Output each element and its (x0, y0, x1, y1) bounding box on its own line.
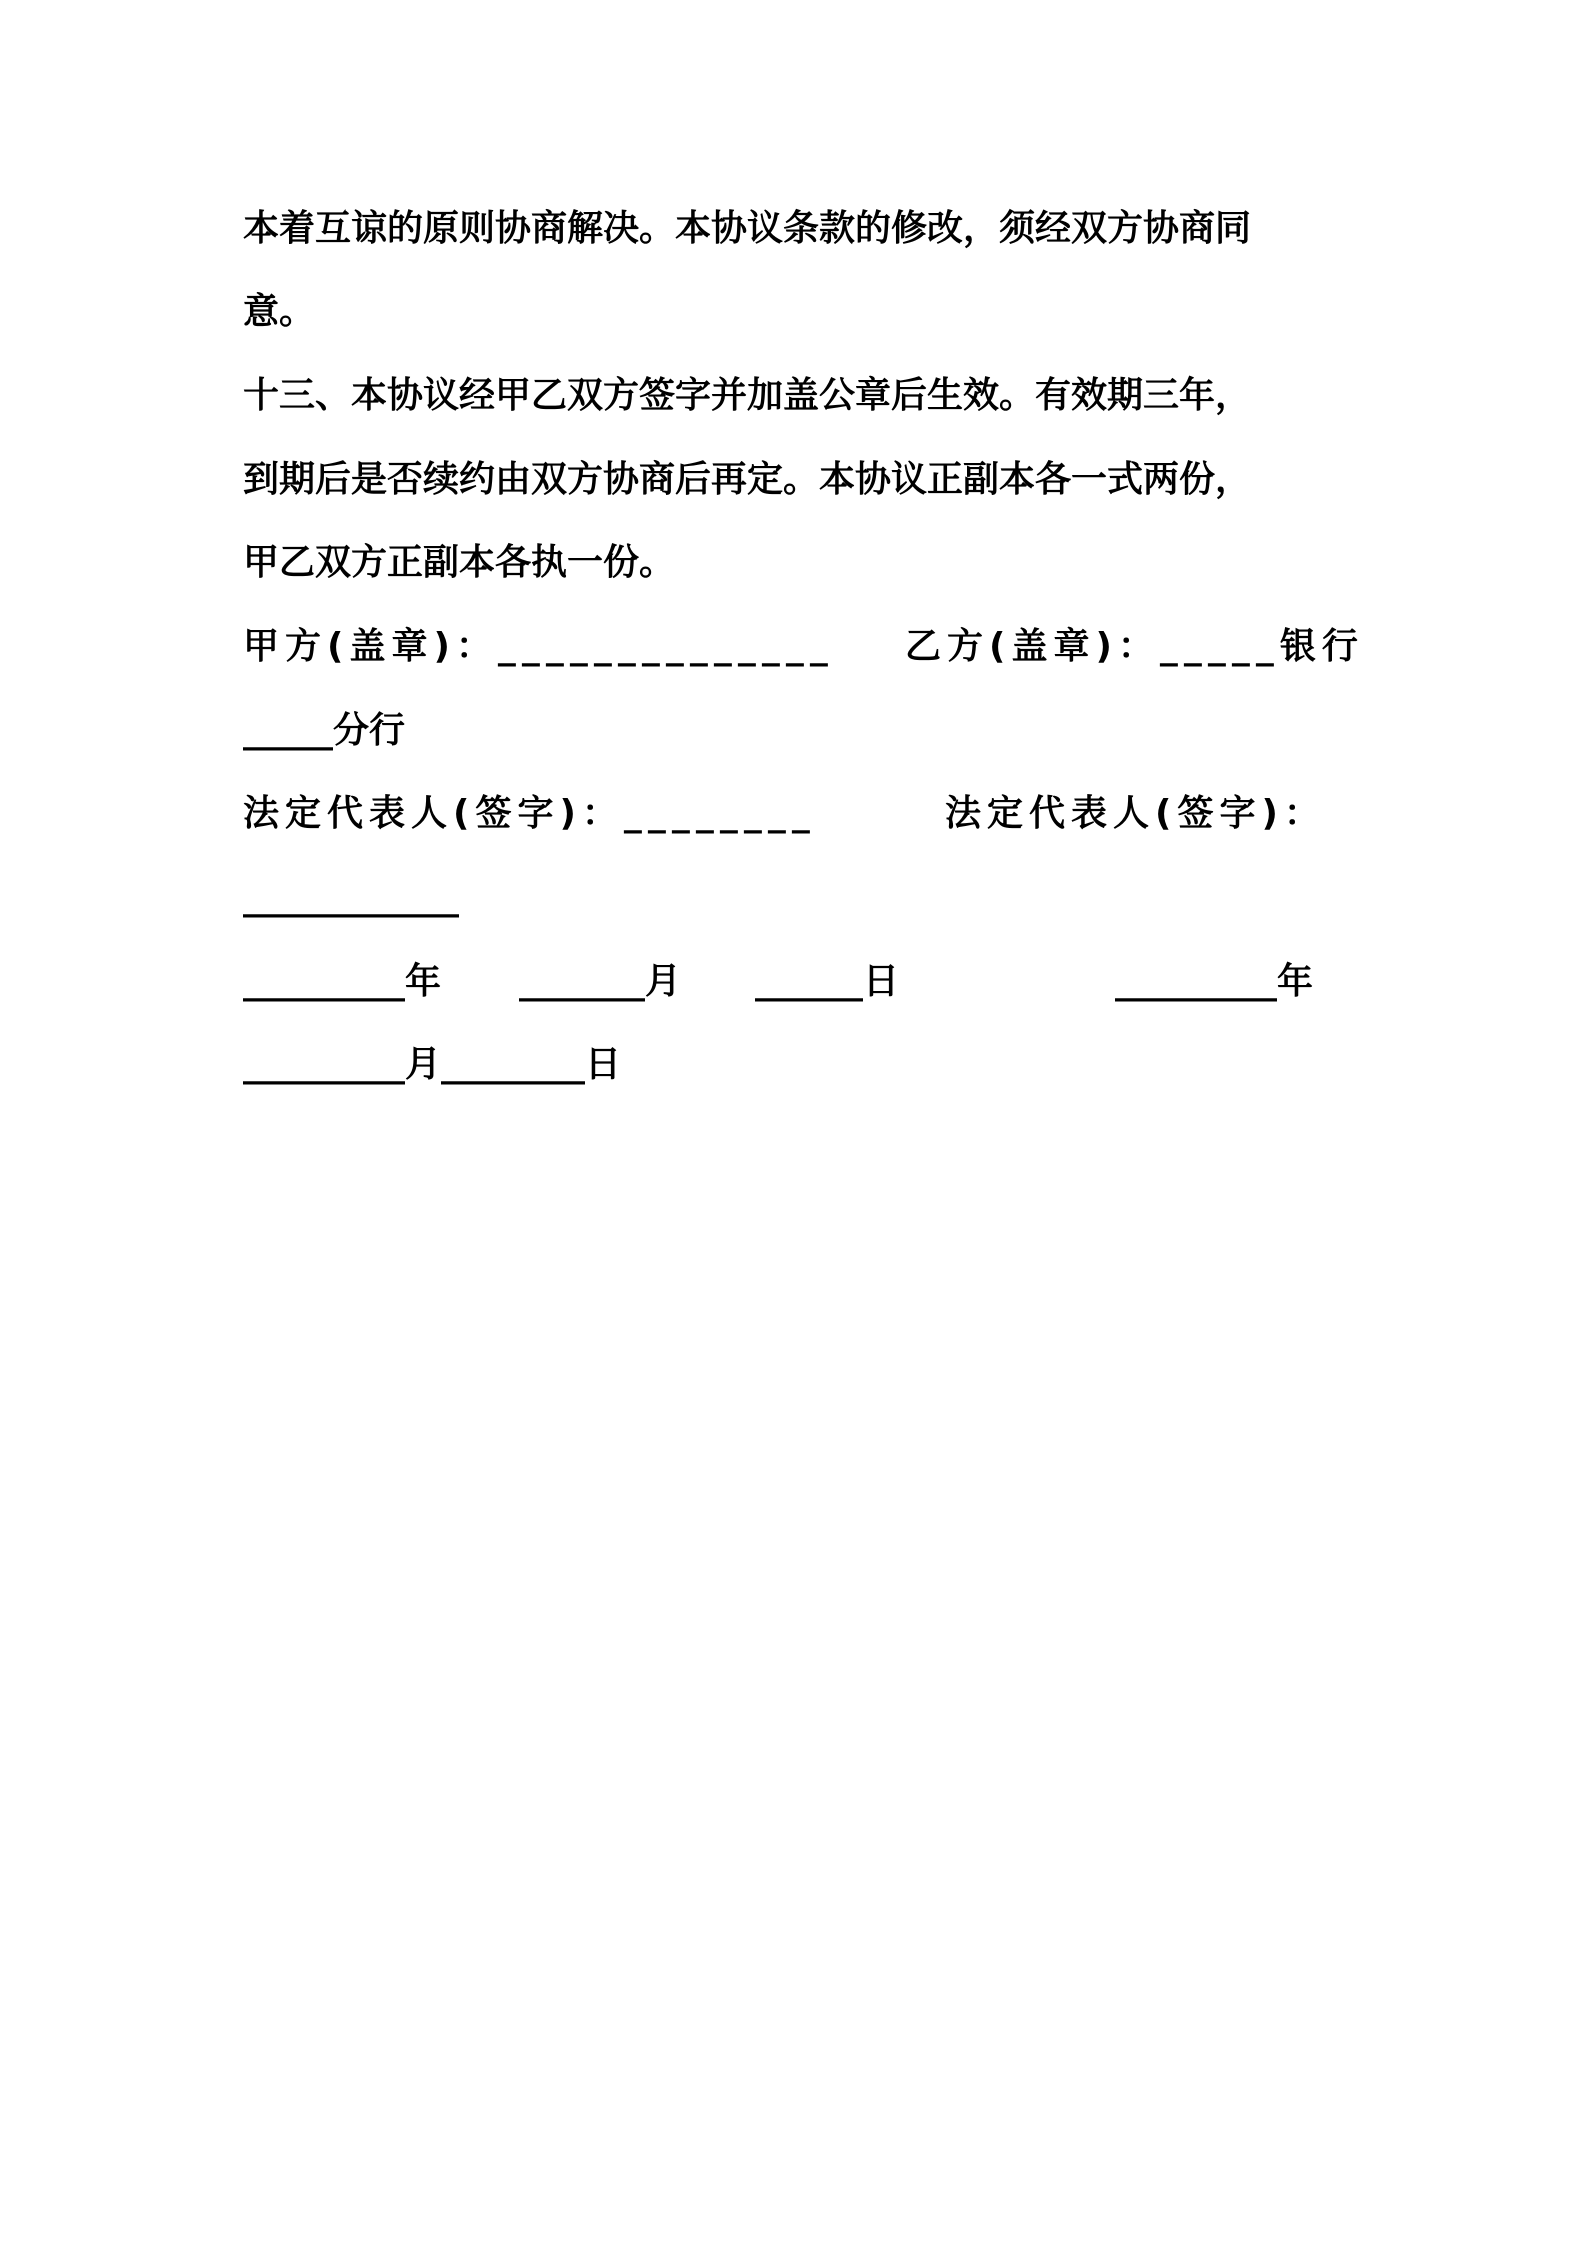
clause-13-line-3: 甲乙双方正副本各执一份。 (243, 542, 676, 583)
party-a-representative-field: 法定代表人(签字)：________ (243, 793, 816, 834)
party-b-seal-field: 乙方(盖章)：_____银行 (905, 626, 1364, 667)
paragraph-line-2: 意。 (243, 291, 316, 332)
clause-13-line-1: 十三、本协议经甲乙双方签字并加盖公章后生效。有效期三年， (243, 375, 1252, 416)
clause-13-line-2: 到期后是否续约由双方协商后再定。本协议正副本各一式两份， (243, 459, 1252, 500)
party-b-representative-blank: ____________ (243, 877, 459, 918)
party-a-seal-field: 甲方(盖章)：______________ (243, 626, 834, 667)
party-a-month-field: _______月 (519, 961, 682, 1002)
party-b-month-day-field: _________月________日 (243, 1044, 621, 1085)
paragraph-line-1: 本着互谅的原则协商解决。本协议条款的修改，须经双方协商同 (243, 208, 1252, 249)
party-a-day-field: ______日 (755, 961, 900, 1002)
party-a-year-field: _________年 (243, 961, 442, 1002)
party-b-year-field: _________年 (1115, 961, 1314, 1002)
party-b-branch-field: _____分行 (243, 710, 406, 751)
party-b-representative-label: 法定代表人(签字)： (945, 793, 1326, 834)
